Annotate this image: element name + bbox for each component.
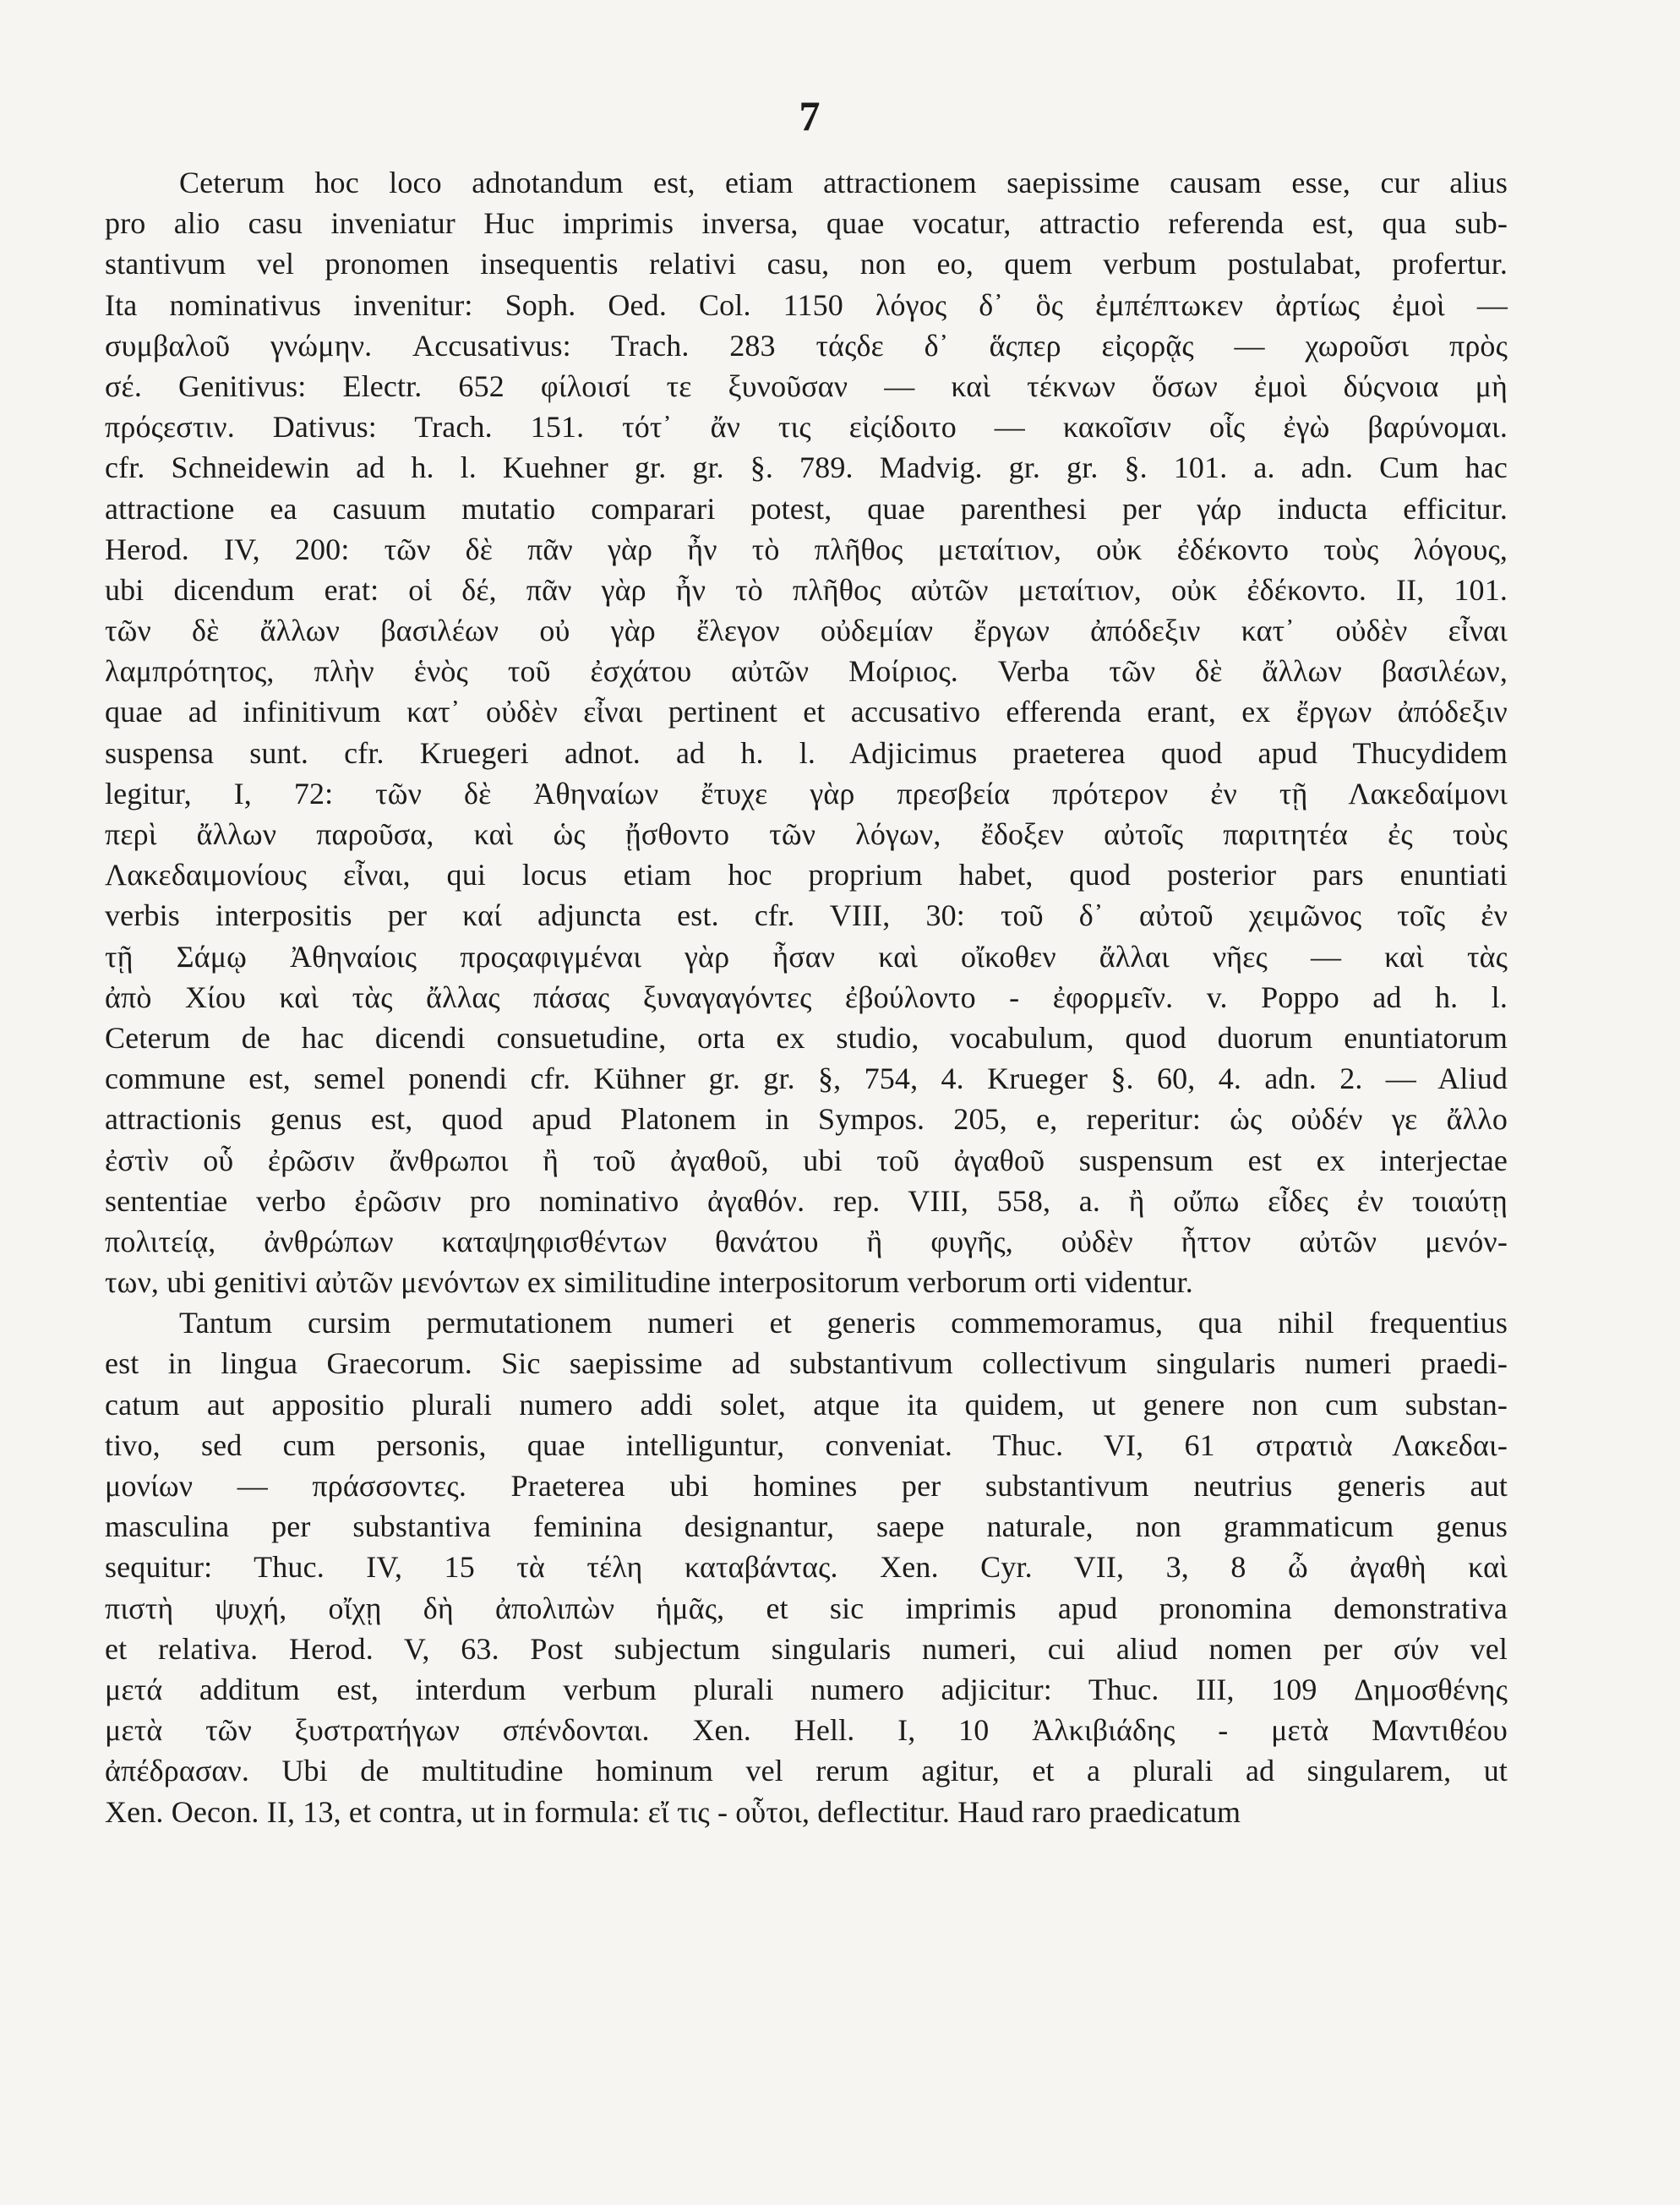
paragraph bbox=[105, 162, 1508, 1302]
text-line: legitur, I, 72: τῶν δὲ Ἀθηναίων ἔτυχε γὰρ πρεσβεία πρότερον ἐν τῇ Λακεδαίμονι bbox=[105, 776, 1508, 811]
text-line: πρόςεστιν. Dativus: Trach. 151. τότ᾽ ἄν τις εἰςίδοιτο — κακοῖσιν οἷς ἐγὼ βαρύνομαι. bbox=[105, 410, 1508, 445]
text-line: catum aut appositio plurali numero addi solet, atque ita quidem, ut genere non cum substan- bbox=[105, 1387, 1508, 1422]
text-line: τῶν δὲ ἄλλων βασιλέων οὐ γὰρ ἔλεγον οὐδεμίαν ἔργων ἀπόδεξιν κατ᾽ οὐδὲν εἶναι bbox=[105, 614, 1508, 648]
text-line: Ceterum hoc loco adnotandum est, etiam attractionem saepissime causam esse, cur alius bbox=[179, 166, 1508, 199]
text-line: μετά additum est, interdum verbum plurali numero adjicitur: Thuc. III, 109 Δημοσθένης bbox=[105, 1672, 1508, 1706]
text-line: λαμπρότητος, πλὴν ἑνὸς τοῦ ἐσχάτου αὐτῶν Μοίριος. Verba τῶν δὲ ἄλλων βασιλέων, bbox=[105, 654, 1508, 689]
text-line: sequitur: Thuc. IV, 15 τὰ τέλη καταβάντας. Xen. Cyr. VII, 3, 8 ὦ ἀγαθὴ καὶ bbox=[105, 1550, 1508, 1585]
text-line: verbis interpositis per καί adjuncta est. cfr. VIII, 30: τοῦ δ᾽ αὐτοῦ χειμῶνος τοῖς ἐν bbox=[105, 898, 1508, 933]
text-line: πολιτείᾳ, ἀνθρώπων καταψηφισθέντων θανάτου ἢ φυγῆς, οὐδὲν ἧττον αὐτῶν μενόν- bbox=[105, 1224, 1508, 1258]
text-line: Herod. IV, 200: τῶν δὲ πᾶν γὰρ ἦν τὸ πλῆθος μεταίτιον, οὐκ ἐδέκοντο τοὺς λόγους, bbox=[105, 532, 1508, 566]
body-text bbox=[105, 162, 1508, 1832]
text-line: stantivum vel pronomen insequentis relativi casu, non eo, quem verbum postulabat, profertur. bbox=[105, 247, 1508, 281]
text-line: ἀπέδρασαν. Ubi de multitudine hominum vel rerum agitur, et a plurali ad singularem, ut bbox=[105, 1754, 1508, 1788]
text-line: σέ. Genitivus: Electr. 652 φίλοισί τε ξυνοῦσαν — καὶ τέκνων ὅσων ἐμοὶ δύςνοια μὴ bbox=[105, 368, 1508, 403]
text-line: συμβαλοῦ γνώμην. Accusativus: Trach. 283 τάςδε δ᾽ ἅςπερ εἰςορᾷς — χωροῦσι πρὸς bbox=[105, 328, 1508, 363]
text-line: περὶ ἄλλων παροῦσα, καὶ ὡς ᾔσθοντο τῶν λόγων, ἔδοξεν αὐτοῖς παριτητέα ἐς τοὺς bbox=[105, 817, 1508, 851]
text-line: Λακεδαιμονίους εἶναι, qui locus etiam hoc proprium habet, quod posterior pars enuntiati bbox=[105, 858, 1508, 892]
text-line: tivo, sed cum personis, quae intelliguntur, conveniat. Thuc. VI, 61 στρατιὰ Λακεδαι- bbox=[105, 1427, 1508, 1462]
text-line: masculina per substantiva feminina designantur, saepe naturale, non grammaticum genus bbox=[105, 1509, 1508, 1544]
text-line: Ita nominativus invenitur: Soph. Oed. Col. 1150 λόγος δ᾽ ὃς ἐμπέπτωκεν ἀρτίως ἐμοὶ — bbox=[105, 287, 1508, 322]
text-line: Xen. Oecon. II, 13, et contra, ut in formula: εἴ τις - οὗτοι, deflectitur. Haud raro praedicatum bbox=[105, 1794, 1241, 1829]
text-line: sententiae verbo ἐρῶσιν pro nominativo ἀγαθόν. rep. VIII, 558, a. ἢ οὔπω εἶδες ἐν τοιαύτῃ bbox=[105, 1183, 1508, 1218]
text-line: pro alio casu inveniatur Huc imprimis inversa, quae vocatur, attractio referenda est, qua sub- bbox=[105, 206, 1508, 241]
text-line: suspensa sunt. cfr. Kruegeri adnot. ad h. l. Adjicimus praeterea quod apud Thucydidem bbox=[105, 735, 1508, 770]
text-line: attractionis genus est, quod apud Platonem in Sympos. 205, e, reperitur: ὡς οὐδέν γε ἄλλο bbox=[105, 1102, 1508, 1137]
text-line: τῇ Σάμῳ Ἀθηναίοις προςαφιγμέναι γὰρ ἦσαν καὶ οἴκοθεν ἄλλαι νῆες — καὶ τὰς bbox=[105, 939, 1508, 974]
text-line: est in lingua Graecorum. Sic saepissime ad substantivum collectivum singularis numeri praedi- bbox=[105, 1346, 1508, 1381]
page-number: 7 bbox=[799, 92, 821, 139]
text-line: πιστὴ ψυχή, οἴχῃ δὴ ἀπολιπὼν ἡμᾶς, et sic imprimis apud pronomina demonstrativa bbox=[105, 1591, 1508, 1625]
text-line: μετὰ τῶν ξυστρατήγων σπένδονται. Xen. Hell. I, 10 Ἀλκιβιάδης - μετὰ Μαντιθέου bbox=[105, 1713, 1508, 1748]
text-line: Tantum cursim permutationem numeri et generis commemoramus, qua nihil frequentius bbox=[179, 1306, 1508, 1340]
text-line: attractione ea casuum mutatio comparari potest, quae parenthesi per γάρ inducta efficitur. bbox=[105, 491, 1508, 526]
text-line: commune est, semel ponendi cfr. Kühner gr. gr. §, 754, 4. Krueger §. 60, 4. adn. 2. — Aliud bbox=[105, 1062, 1508, 1096]
text-line: των, ubi genitivi αὐτῶν μενόντων ex similitudine interpositorum verborum orti videntur. bbox=[105, 1265, 1193, 1300]
text-line: quae ad infinitivum κατ᾽ οὐδὲν εἶναι pertinent et accusativo efferenda erant, ex ἔργων ἀπόδεξιν bbox=[105, 695, 1508, 729]
text-line: ubi dicendum erat: οἱ δέ, πᾶν γὰρ ἦν τὸ πλῆθος αὐτῶν μεταίτιον, οὐκ ἐδέκοντο. II, 101. bbox=[105, 572, 1508, 607]
text-line: μονίων — πράσσοντες. Praeterea ubi homines per substantivum neutrius generis aut bbox=[105, 1469, 1508, 1503]
text-line: ἐστὶν οὗ ἐρῶσιν ἄνθρωποι ἢ τοῦ ἀγαθοῦ, ubi τοῦ ἀγαθοῦ suspensum est ex interjectae bbox=[105, 1143, 1508, 1177]
text-line: Ceterum de hac dicendi consuetudine, orta ex studio, vocabulum, quod duorum enuntiatorum bbox=[105, 1020, 1508, 1055]
text-line: et relativa. Herod. V, 63. Post subjectum singularis numeri, cui aliud nomen per σύν vel bbox=[105, 1631, 1508, 1666]
text-line: ἀπὸ Χίου καὶ τὰς ἄλλας πάσας ξυναγαγόντες ἐβούλοντο - ἐφορμεῖν. v. Poppo ad h. l. bbox=[105, 980, 1508, 1014]
paragraph bbox=[105, 1302, 1508, 1831]
text-line: cfr. Schneidewin ad h. l. Kuehner gr. gr. §. 789. Madvig. gr. gr. §. 101. a. adn. Cum hac bbox=[105, 450, 1508, 485]
